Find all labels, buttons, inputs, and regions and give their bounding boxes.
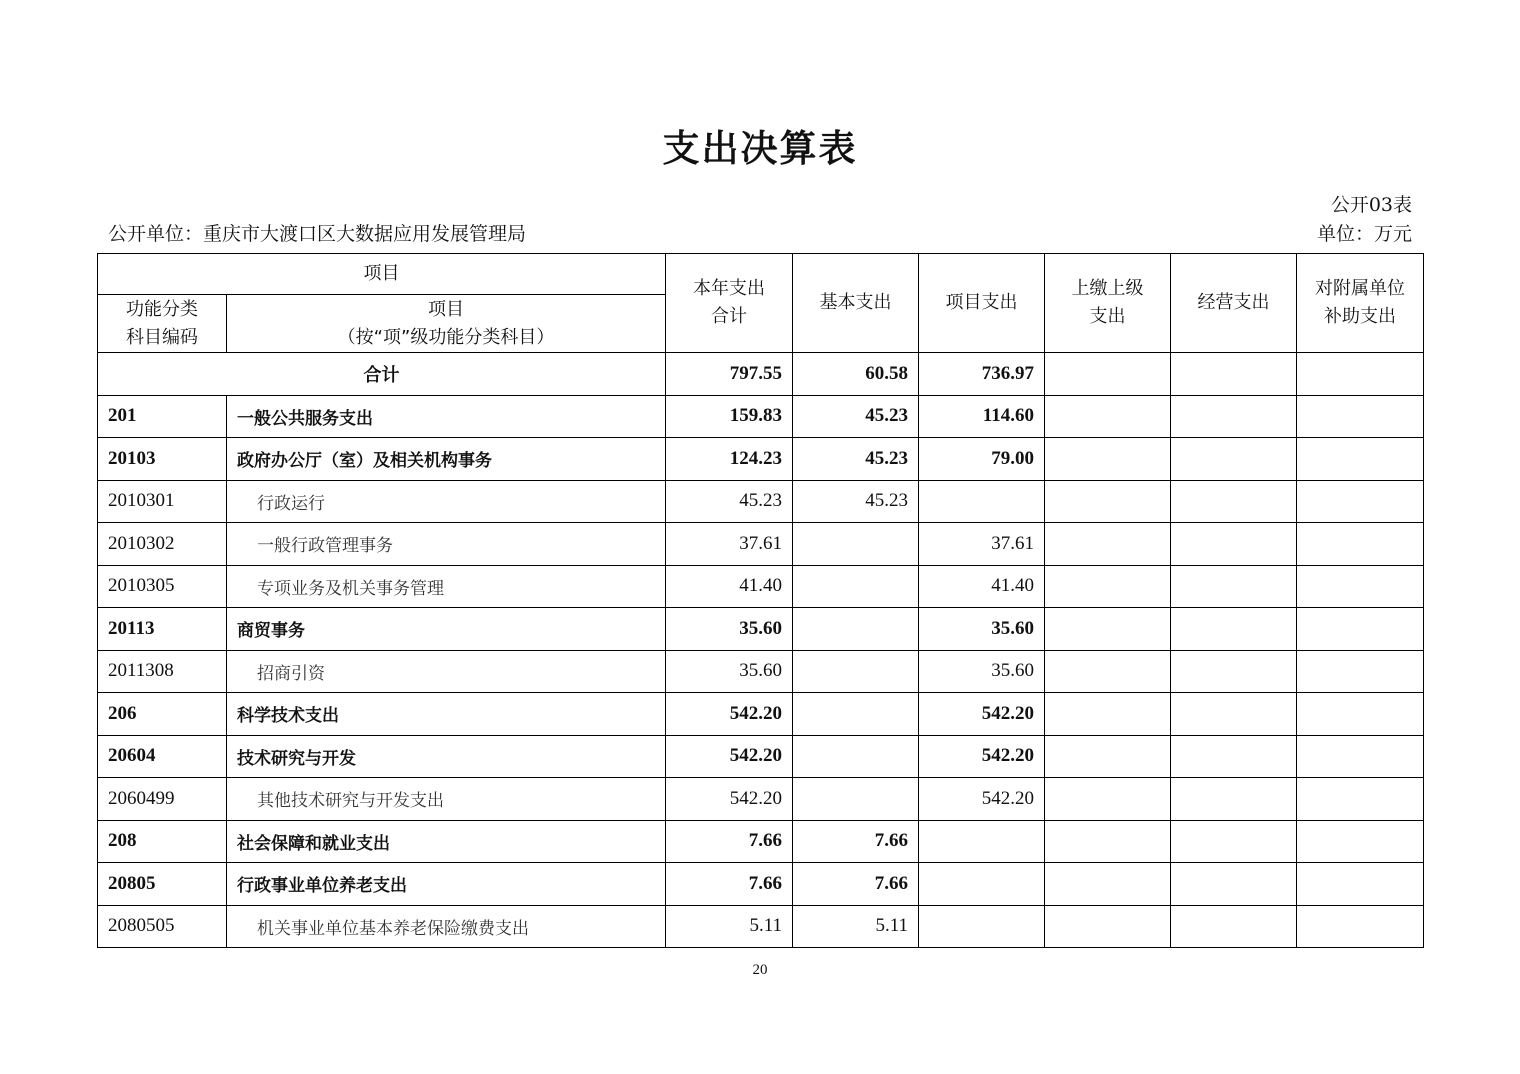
- row-business: [1171, 565, 1297, 608]
- row-business: [1171, 778, 1297, 821]
- row-upper: [1045, 905, 1171, 948]
- table-row: [98, 735, 1424, 778]
- row-subsidy: [1297, 863, 1424, 906]
- header-upper-line2: 支出: [1089, 306, 1126, 327]
- header-business: 经营支出: [1171, 254, 1297, 353]
- row-name: 专项业务及机关事务管理: [227, 565, 666, 608]
- row-code: 2060499: [98, 778, 227, 821]
- reporting-unit: 公开单位：重庆市大渡口区大数据应用发展管理局: [108, 223, 527, 245]
- row-upper: [1045, 735, 1171, 778]
- row-basic: 5.11: [793, 905, 919, 948]
- row-business: [1171, 863, 1297, 906]
- table-row: [98, 438, 1424, 481]
- row-business: [1171, 480, 1297, 523]
- row-subsidy: [1297, 693, 1424, 736]
- row-project: 37.61: [919, 523, 1045, 566]
- row-basic: 7.66: [793, 863, 919, 906]
- row-subsidy: [1297, 820, 1424, 863]
- header-upper: [1045, 254, 1171, 353]
- row-subsidy: [1297, 608, 1424, 651]
- row-business: [1171, 820, 1297, 863]
- row-upper: [1045, 565, 1171, 608]
- row-total: 542.20: [666, 735, 793, 778]
- row-upper: [1045, 820, 1171, 863]
- row-code: 20113: [98, 608, 227, 651]
- header-project: 项目: [98, 254, 666, 295]
- header-project-name-line2: （按“项”级功能分类科目）: [337, 326, 555, 348]
- total-cell-upper: [1045, 353, 1171, 396]
- row-upper: [1045, 438, 1171, 481]
- money-unit: 单位：万元: [1316, 223, 1412, 245]
- row-total: 7.66: [666, 863, 793, 906]
- table-row: [98, 693, 1424, 736]
- row-upper: [1045, 778, 1171, 821]
- row-subsidy: [1297, 778, 1424, 821]
- row-basic: [793, 650, 919, 693]
- table-row: [98, 480, 1424, 523]
- row-basic: 45.23: [793, 395, 919, 438]
- row-project: [919, 863, 1045, 906]
- row-business: [1171, 650, 1297, 693]
- table-row: [98, 608, 1424, 651]
- row-name: 一般公共服务支出: [227, 395, 666, 438]
- total-cell-subsidy: [1297, 353, 1424, 396]
- row-upper: [1045, 395, 1171, 438]
- row-total: 542.20: [666, 778, 793, 821]
- row-code: 206: [98, 693, 227, 736]
- header-total: [666, 254, 793, 353]
- total-cell-project: 736.97: [919, 353, 1045, 396]
- table-row: [98, 863, 1424, 906]
- total-label: 合计: [98, 353, 666, 396]
- row-project: [919, 480, 1045, 523]
- header-func-code: [98, 295, 227, 353]
- header-subsidy-line1: 对附属单位: [1315, 278, 1405, 299]
- row-business: [1171, 438, 1297, 481]
- row-code: 20103: [98, 438, 227, 481]
- table-row: [98, 820, 1424, 863]
- row-name: 科学技术支出: [227, 693, 666, 736]
- table-row: [98, 565, 1424, 608]
- row-project: 542.20: [919, 778, 1045, 821]
- row-basic: 45.23: [793, 480, 919, 523]
- row-code: 2080505: [98, 905, 227, 948]
- header-basic: 基本支出: [793, 254, 919, 353]
- header-project-name-line1: 项目: [428, 298, 464, 320]
- row-code: 20805: [98, 863, 227, 906]
- row-name: 技术研究与开发: [227, 735, 666, 778]
- row-business: [1171, 735, 1297, 778]
- header-upper-line1: 上缴上级: [1071, 278, 1144, 299]
- row-code: 2010302: [98, 523, 227, 566]
- row-subsidy: [1297, 650, 1424, 693]
- header-subsidy-line2: 补助支出: [1324, 306, 1396, 327]
- row-name: 招商引资: [227, 650, 666, 693]
- row-upper: [1045, 480, 1171, 523]
- row-subsidy: [1297, 395, 1424, 438]
- table-row: [98, 778, 1424, 821]
- table-row: [98, 650, 1424, 693]
- total-cell-basic: 60.58: [793, 353, 919, 396]
- header-total-line2: 合计: [711, 306, 747, 327]
- row-total: 5.11: [666, 905, 793, 948]
- row-business: [1171, 905, 1297, 948]
- row-total: 542.20: [666, 693, 793, 736]
- row-name: 行政事业单位养老支出: [227, 863, 666, 906]
- row-total: 41.40: [666, 565, 793, 608]
- header-total-line1: 本年支出: [693, 278, 765, 299]
- table-number: 公开03表: [1330, 194, 1412, 216]
- row-project: 41.40: [919, 565, 1045, 608]
- header-project-expenditure: 项目支出: [919, 254, 1045, 353]
- row-project: 542.20: [919, 735, 1045, 778]
- row-business: [1171, 693, 1297, 736]
- row-project: [919, 820, 1045, 863]
- row-upper: [1045, 650, 1171, 693]
- header-subsidy: [1297, 254, 1424, 353]
- row-basic: [793, 778, 919, 821]
- row-basic: [793, 693, 919, 736]
- row-subsidy: [1297, 523, 1424, 566]
- row-code: 208: [98, 820, 227, 863]
- header-project-name: [227, 295, 666, 353]
- row-name: 社会保障和就业支出: [227, 820, 666, 863]
- row-upper: [1045, 863, 1171, 906]
- row-code: 2011308: [98, 650, 227, 693]
- row-total: 7.66: [666, 820, 793, 863]
- row-name: 其他技术研究与开发支出: [227, 778, 666, 821]
- header-func-code-line1: 功能分类: [126, 298, 198, 320]
- row-total: 124.23: [666, 438, 793, 481]
- row-name: 政府办公厅（室）及相关机构事务: [227, 438, 666, 481]
- row-subsidy: [1297, 438, 1424, 481]
- row-code: 2010301: [98, 480, 227, 523]
- row-project: 35.60: [919, 650, 1045, 693]
- expenditure-table: [97, 253, 1424, 948]
- row-project: 114.60: [919, 395, 1045, 438]
- table-row: [98, 905, 1424, 948]
- row-business: [1171, 395, 1297, 438]
- row-subsidy: [1297, 905, 1424, 948]
- row-total: 37.61: [666, 523, 793, 566]
- row-project: [919, 905, 1045, 948]
- page-title: 支出决算表: [662, 127, 858, 170]
- total-row: [98, 353, 1424, 396]
- row-name: 一般行政管理事务: [227, 523, 666, 566]
- row-project: 542.20: [919, 693, 1045, 736]
- row-name: 行政运行: [227, 480, 666, 523]
- row-subsidy: [1297, 565, 1424, 608]
- row-total: 35.60: [666, 650, 793, 693]
- row-business: [1171, 523, 1297, 566]
- row-subsidy: [1297, 480, 1424, 523]
- row-business: [1171, 608, 1297, 651]
- row-code: 2010305: [98, 565, 227, 608]
- row-basic: [793, 523, 919, 566]
- row-basic: 7.66: [793, 820, 919, 863]
- total-cell-business: [1171, 353, 1297, 396]
- row-total: 159.83: [666, 395, 793, 438]
- row-basic: [793, 735, 919, 778]
- row-name: 机关事业单位基本养老保险缴费支出: [227, 905, 666, 948]
- row-code: 201: [98, 395, 227, 438]
- row-basic: 45.23: [793, 438, 919, 481]
- row-total: 35.60: [666, 608, 793, 651]
- header-func-code-line2: 科目编码: [126, 326, 198, 348]
- row-subsidy: [1297, 735, 1424, 778]
- row-upper: [1045, 693, 1171, 736]
- row-total: 45.23: [666, 480, 793, 523]
- row-basic: [793, 608, 919, 651]
- row-project: 79.00: [919, 438, 1045, 481]
- row-basic: [793, 565, 919, 608]
- row-upper: [1045, 608, 1171, 651]
- table-row: [98, 523, 1424, 566]
- page-number: 20: [752, 962, 768, 978]
- row-project: 35.60: [919, 608, 1045, 651]
- row-name: 商贸事务: [227, 608, 666, 651]
- total-cell-total: 797.55: [666, 353, 793, 396]
- table-row: [98, 395, 1424, 438]
- row-upper: [1045, 523, 1171, 566]
- row-code: 20604: [98, 735, 227, 778]
